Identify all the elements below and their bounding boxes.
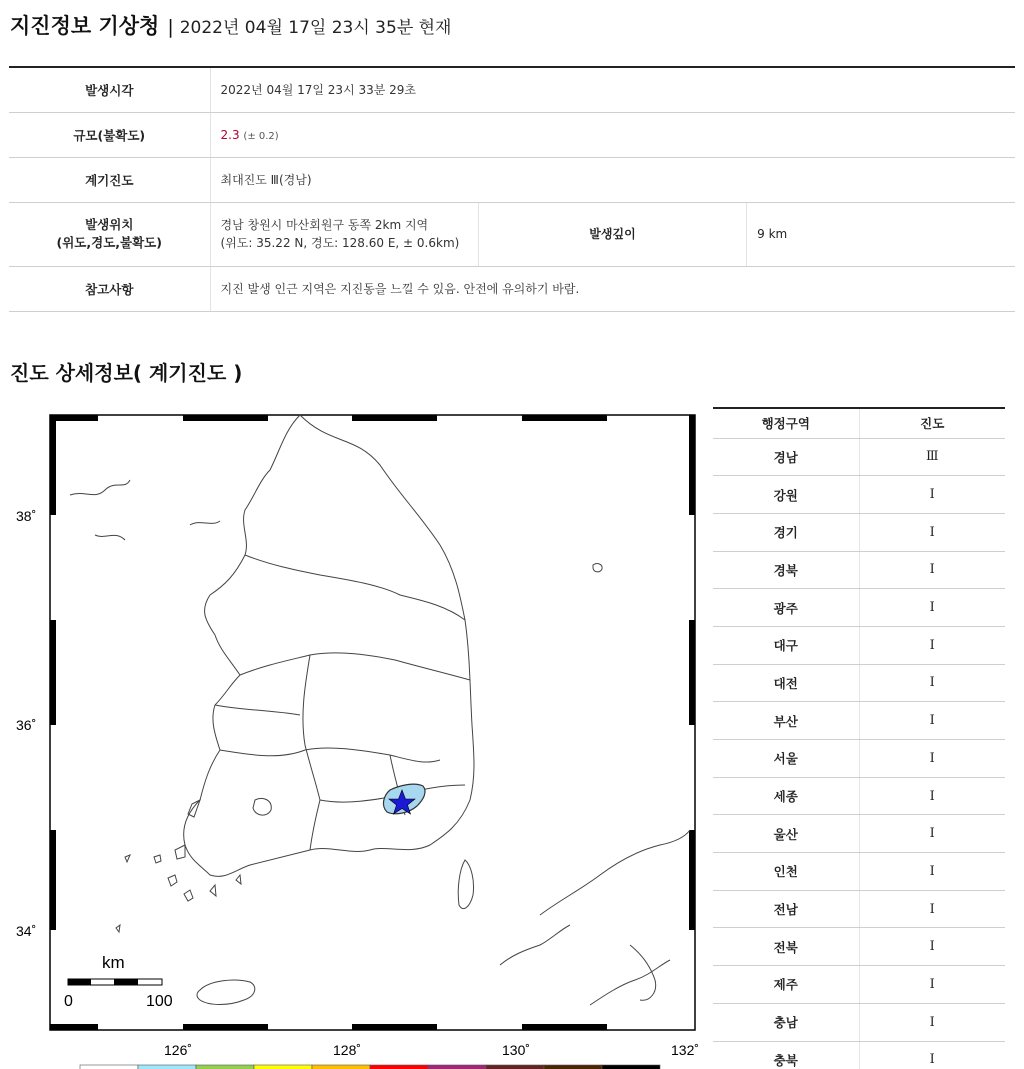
region-name: 울산 <box>713 815 859 853</box>
region-name: 인천 <box>713 853 859 891</box>
note-label: 참고사항 <box>9 266 210 311</box>
region-intensity: Ⅰ <box>859 551 1005 589</box>
region-intensity: Ⅰ <box>859 476 1005 514</box>
region-name: 광주 <box>713 589 859 627</box>
earthquake-info-table <box>9 66 1015 312</box>
table-row <box>713 1003 1005 1041</box>
section-title: 진도 상세정보( 계기진도 ) <box>10 361 243 385</box>
scale-bar <box>68 979 162 985</box>
time-label: 발생시각 <box>9 67 210 112</box>
region-intensity: Ⅰ <box>859 890 1005 928</box>
page-title <box>10 10 451 40</box>
region-intensity: Ⅰ <box>859 589 1005 627</box>
region-intensity: Ⅰ <box>859 966 1005 1004</box>
title-main: 지진정보 기상청 <box>10 14 160 38</box>
legend-swatch <box>602 1065 660 1069</box>
region-intensity: Ⅰ <box>859 513 1005 551</box>
table-row <box>713 702 1005 740</box>
region-name: 대전 <box>713 664 859 702</box>
region-intensity: Ⅰ <box>859 1003 1005 1041</box>
depth-value: 9 km <box>747 202 1015 266</box>
legend-swatch <box>196 1065 254 1069</box>
location-value-line1: 경남 창원시 마산회원구 동쪽 2km 지역 <box>220 218 429 232</box>
lon-label-132: 132˚ <box>671 1042 700 1058</box>
legend-swatch <box>370 1065 428 1069</box>
legend-swatch <box>312 1065 370 1069</box>
table-row <box>713 513 1005 551</box>
table-row <box>713 664 1005 702</box>
table-row <box>713 777 1005 815</box>
region-name: 충남 <box>713 1003 859 1041</box>
region-intensity: Ⅰ <box>859 777 1005 815</box>
depth-label: 발생깊이 <box>478 202 746 266</box>
region-intensity: Ⅰ <box>859 626 1005 664</box>
magnitude-uncertainty: (± 0.2) <box>243 130 279 142</box>
region-intensity: Ⅰ <box>859 740 1005 778</box>
table-row <box>713 853 1005 891</box>
lat-label-36: 36˚ <box>16 717 37 733</box>
table-row <box>713 890 1005 928</box>
region-name: 부산 <box>713 702 859 740</box>
map-frame <box>50 415 695 1030</box>
location-label <box>9 202 210 266</box>
table-row <box>713 928 1005 966</box>
col-intensity-header: 진도 <box>859 408 1005 438</box>
region-name: 전남 <box>713 890 859 928</box>
intensity-label: 계기진도 <box>9 157 210 202</box>
table-row <box>713 626 1005 664</box>
region-intensity: Ⅰ <box>859 664 1005 702</box>
region-name: 충북 <box>713 1041 859 1069</box>
legend-swatch <box>254 1065 312 1069</box>
region-name: 대구 <box>713 626 859 664</box>
table-row <box>713 740 1005 778</box>
region-name: 세종 <box>713 777 859 815</box>
legend-swatch <box>138 1065 196 1069</box>
legend-swatch <box>80 1065 138 1069</box>
region-intensity: Ⅰ <box>859 928 1005 966</box>
region-intensity: Ⅲ <box>859 438 1005 476</box>
region-name: 전북 <box>713 928 859 966</box>
col-region-header: 행정구역 <box>713 408 859 438</box>
region-name: 경북 <box>713 551 859 589</box>
title-separator: | <box>167 16 174 38</box>
scale-end: 100 <box>146 993 173 1010</box>
region-name: 서울 <box>713 740 859 778</box>
lon-label-128: 128˚ <box>333 1042 362 1058</box>
table-row <box>713 815 1005 853</box>
table-row <box>713 476 1005 514</box>
time-value: 2022년 04월 17일 23시 33분 29초 <box>210 67 1015 112</box>
intensity-map <box>0 405 712 1069</box>
magnitude-value: 2.3 <box>220 127 240 142</box>
lon-label-126: 126˚ <box>164 1042 193 1058</box>
scale-start: 0 <box>64 993 73 1010</box>
table-row <box>713 1041 1005 1069</box>
legend-swatch <box>428 1065 486 1069</box>
title-timestamp: 2022년 04월 17일 23시 35분 현재 <box>179 18 452 38</box>
magnitude-cell <box>210 112 1015 157</box>
region-name: 강원 <box>713 476 859 514</box>
intensity-value: 최대진도 Ⅲ(경남) <box>210 157 1015 202</box>
location-label-line2: (위도,경도,불확도) <box>56 235 162 250</box>
lat-label-38: 38˚ <box>16 508 37 524</box>
table-row <box>713 966 1005 1004</box>
scale-unit: km <box>102 953 125 972</box>
region-name: 경기 <box>713 513 859 551</box>
region-intensity: Ⅰ <box>859 702 1005 740</box>
region-intensity: Ⅰ <box>859 1041 1005 1069</box>
table-row <box>713 438 1005 476</box>
legend-swatch <box>544 1065 602 1069</box>
lon-label-130: 130˚ <box>502 1042 531 1058</box>
intensity-legend <box>80 1065 660 1069</box>
region-table-body <box>713 438 1005 1069</box>
region-name: 제주 <box>713 966 859 1004</box>
legend-swatch <box>486 1065 544 1069</box>
magnitude-label: 규모(불확도) <box>9 112 210 157</box>
region-name: 경남 <box>713 438 859 476</box>
region-intensity-table <box>713 407 1005 1069</box>
location-label-line1: 발생위치 <box>85 217 134 232</box>
intensity-map-svg <box>0 405 712 1069</box>
table-row <box>713 589 1005 627</box>
table-row <box>713 551 1005 589</box>
region-intensity: Ⅰ <box>859 853 1005 891</box>
lat-label-34: 34˚ <box>16 923 37 939</box>
location-value <box>210 202 478 266</box>
note-value: 지진 발생 인근 지역은 지진동을 느낄 수 있음. 안전에 유의하기 바람. <box>210 266 1015 311</box>
location-value-line2: (위도: 35.22 N, 경도: 128.60 E, ± 0.6km) <box>220 236 460 250</box>
region-intensity: Ⅰ <box>859 815 1005 853</box>
